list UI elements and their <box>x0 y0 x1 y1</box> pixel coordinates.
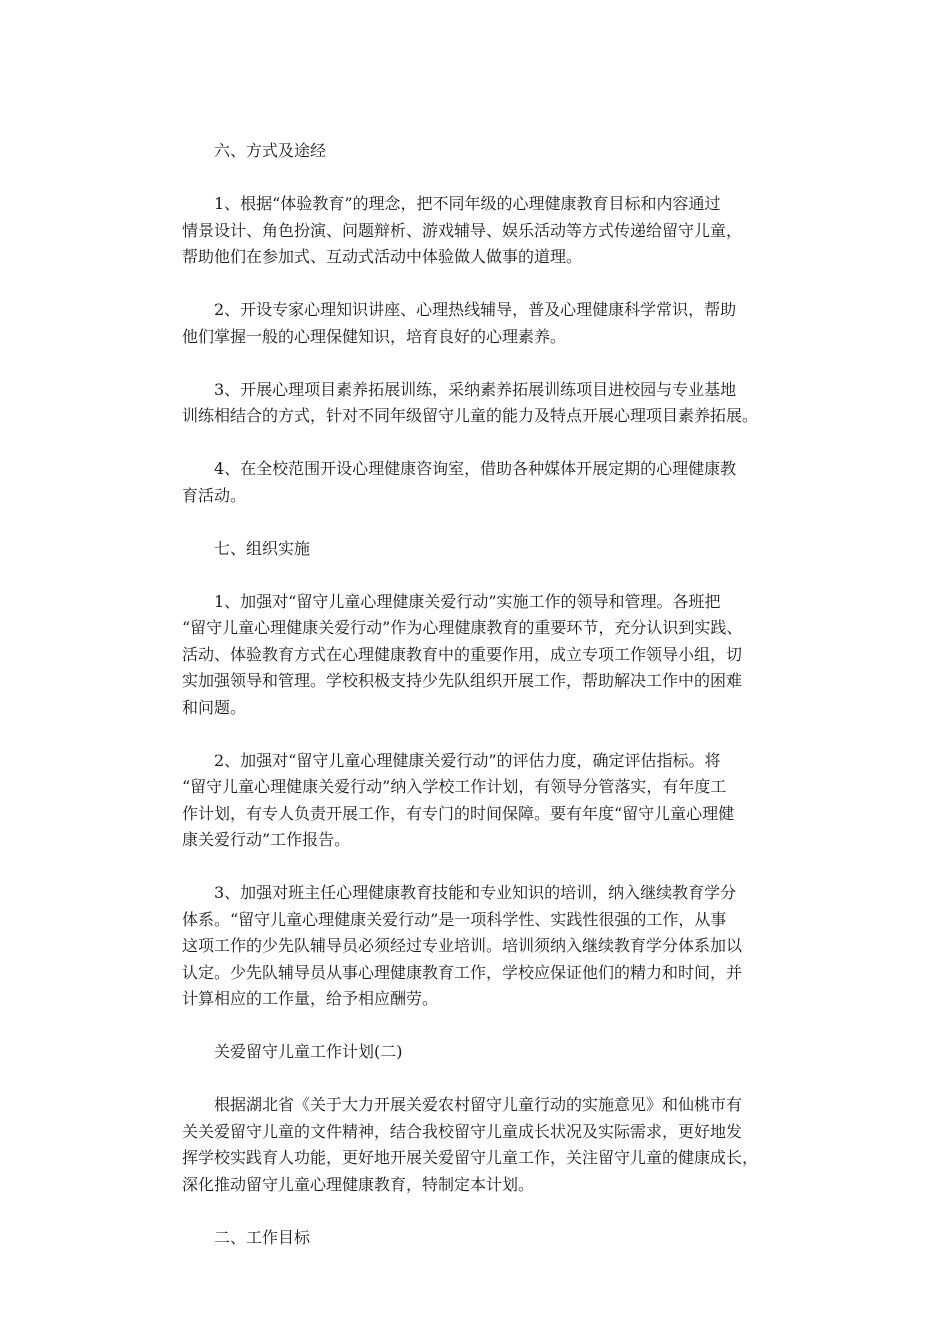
section-heading: 六、方式及途经 <box>214 141 327 160</box>
paragraph: 1、加强对“留守儿童心理健康关爱行动”实施工作的领导和管理。各班把 “留守儿童心理健康关爱行动”作为心理健康教育的重要环节，充分认识到实践、 活动、体验教育方式在心理健康教育中的重要作用，成立专项工作领导小组，切 实加强领导和管理。学校积极支持少先队组织开展工作，帮助解决工作中的困难 和问题。 <box>182 591 743 717</box>
paragraph: 2、开设专家心理知识讲座、心理热线辅导，普及心理健康科学常识，帮助 他们掌握一般的心理保健知识，培育良好的心理素养。 <box>182 300 737 346</box>
section-heading: 七、组织实施 <box>214 538 311 558</box>
paragraph: 1、根据“体验教育”的理念，把不同年级的心理健康教育目标和内容通过 情景设计、角色扮演、问题辩析、游戏辅导、娱乐活动等方式传递给留守儿童， 帮助他们在参加式、互动式活动中体验做人做事的道理。 <box>182 194 743 266</box>
paragraph: 4、在全校范围开设心理健康咨询室，借助各种媒体开展定期的心理健康教 育活动。 <box>182 459 737 505</box>
section-heading: 二、工作目标 <box>214 1227 311 1247</box>
document-body <box>182 138 778 1251</box>
paragraph: 2、加强对“留守儿童心理健康关爱行动”的评估力度，确定评估指标。将 “留守儿童心理健康关爱行动”纳入学校工作计划，有领导分管落实，有年度工 作计划，有专人负责开展工作，有专门的时间保障。要有年度“留守儿童心理健 康关爱行动”工作报告。 <box>182 750 735 849</box>
paragraph: 3、加强对班主任心理健康教育技能和专业知识的培训，纳入继续教育学分 体系。“留守儿童心理健康关爱行动”是一项科学性、实践性很强的工作，从事 这项工作的少先队辅导员必须经过专业培训。培训须纳入继续教育学分体系加以 认定。少先队辅导员从事心理健康教育工作，学校应保证他们的精力和时间，并 计算相应的工作量，给予相应酬劳。 <box>182 883 743 1008</box>
paragraph: 3、开展心理项目素养拓展训练，采纳素养拓展训练项目进校园与专业基地 训练相结合的方式，针对不同年级留守儿童的能力及特点开展心理项目素养拓展。 <box>182 379 759 425</box>
paragraph: 根据湖北省《关于大力开展关爱农村留守儿童行动的实施意见》和仙桃市有 关关爱留守儿童的文件精神，结合我校留守儿童成长状况及实际需求，更好地发 挥学校实践育人功能，更好地开展关爱留守儿童工作，关注留守儿童的健康成长， 深化推动留守儿童心理健康教育，特制定本计划。 <box>182 1095 759 1194</box>
section-heading: 关爱留守儿童工作计划(二) <box>214 1042 403 1061</box>
